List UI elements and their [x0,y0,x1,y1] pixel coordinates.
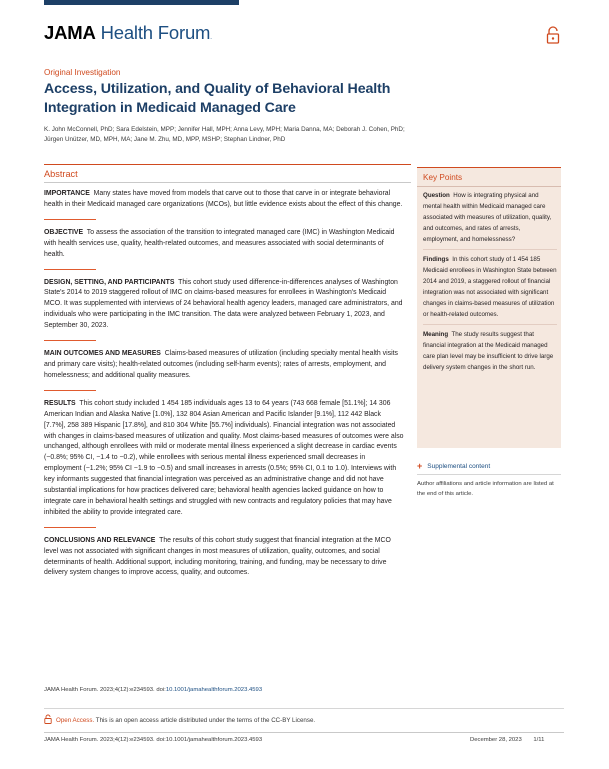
section-text: Many states have moved from models that carve out to those that carve in or integrate behavioral health in their Medicaid managed care organizations (MCOs), but little evidence exists about the effect of this change. [44,190,403,208]
journal-logo[interactable] [44,22,212,44]
section-text: This cohort study used difference-in-differences analyses of Washington State's 2014 to 2019 staggered rollout of IMC on claims-based measures for enrollees in Washington's Medicaid MCO. It was supplemented with interviews of 24 behavioral health agency leaders, managed care administrators, and individuals who were participating in the IMC transition. The data were analyzed between February 1, 2023, and September 30, 2023. [44,278,403,330]
abstract-heading-rule [44,182,411,183]
section-text: To assess the association of the transition to integrated managed care (IMC) in Washington Medicaid with health services use, quality, health-related outcomes, and measures associated with social determinants of health. [44,228,395,258]
key-points-rule [417,186,561,187]
key-point-text: The study results suggest that financial integration at the Medicaid managed care plan level may be insufficient to drive large delivery system changes in the short run. [423,331,554,371]
section-divider [44,390,96,391]
article-category: Original Investigation [44,68,121,77]
footer-meta [470,737,544,743]
journal-trademark: . [210,35,212,41]
section-divider [44,269,96,270]
section-label: DESIGN, SETTING, AND PARTICIPANTS [44,278,175,286]
abstract-heading: Abstract [44,169,78,179]
open-access-rule [44,708,564,709]
doi-link[interactable]: 10.1001/jamahealthforum.2023.4593 [165,687,263,693]
key-point-findings [423,254,557,320]
abstract-section-objective [44,228,404,261]
author-line: K. John McConnell, PhD; Sara Edelstein, MPP; Jennifer Hall, MPH; Anna Levy, MPH; Maria Danna, MA; Deborah J. Cohen, PhD; [44,126,405,133]
section-label: IMPORTANCE [44,190,90,197]
section-label: MAIN OUTCOMES AND MEASURES [44,350,161,358]
section-label: OBJECTIVE [44,228,84,236]
section-label: RESULTS [44,399,76,407]
abstract-section-importance [44,189,404,211]
abstract-section-outcomes [44,349,404,382]
footer-citation: JAMA Health Forum. 2023;4(12):e234593. doi:10.1001/jamahealthforum.2023.4593 [44,737,263,743]
open-access-text: This is an open access article distributed under the terms of the CC-BY License. [95,717,316,724]
page-number: 1/11 [533,737,545,743]
key-point-meaning [423,329,557,373]
plus-icon: + [417,461,423,471]
key-point-label: Question [423,192,450,199]
key-points-box [417,167,561,448]
section-divider [44,340,96,341]
footer-rule [44,732,564,733]
open-access-lock-icon [44,714,52,724]
abstract-section-conclusions [44,536,404,580]
abstract-body [44,189,404,579]
open-access-notice [44,714,315,724]
key-point-text: In this cohort study of 1 454 185 Medicaid enrollees in Washington State between 2014 and 2019, a staggered rollout of financial integration was not associated with significant changes in claims-based measures of utilization or health-related outcomes. [423,256,557,318]
author-line: Jürgen Unützer, MD, MPH, MA; Jane M. Zhu, MD, MPP, MSHP; Stephan Lindner, PhD [44,136,286,143]
key-points-divider [423,324,557,325]
abstract-section-design [44,278,404,333]
open-access-label: Open Access. [56,717,95,724]
section-divider [44,527,96,528]
section-text: The results of this cohort study suggest that financial integration at the MCO level was not associated with significant changes in most measures of utilization, quality, outcomes, and social determinants of health. Additional support, including monitoring, training, and funding, may be necessary to drive delivery system changes to improve access, quality, and outcomes. [44,536,391,577]
key-points-divider [423,249,557,250]
key-points-body [423,190,557,373]
author-list [44,125,444,145]
article-title: Access, Utilization, and Quality of Behavioral Health Integration in Medicaid Managed Care [44,81,391,116]
abstract-section-results [44,399,404,519]
abstract-top-rule [44,164,411,165]
unlock-icon[interactable] [546,26,560,44]
key-point-question [423,190,557,245]
section-label: CONCLUSIONS AND RELEVANCE [44,536,156,544]
journal-name-health-forum: Health Forum [100,22,211,43]
supplemental-rule [417,474,561,475]
key-point-label: Meaning [423,331,449,338]
key-points-heading: Key Points [423,173,463,182]
section-text: This cohort study included 1 454 185 individuals ages 13 to 64 years (743 668 female [51.1%]; 14 306 American Indian and Alaska Native [1.0%], 132 804 Asian American and Pacific Islander [9.1%], 112 442 Black [7.7%], 258 389 Hispanic [17.8%], and 810 304 White [55.7%] individuals). Financial integration was not associated with changes in claims-based measures of utilization and quality. Most claims-based measures of outcomes were also unchanged, although enrollees with mild or moderate mental illness experienced a slight decrease in cardiac events (−0.8%; 95% CI, −1.4 to −0.2), while enrollees with serious mental illness experienced small decreases in employment (−1.2%; 95% CI −1.9 to −0.5) and small increases in arrests (0.5%; 95% CI, 0.1 to 1.0). Interviews with key informants suggested that financial integration was perceived as an administrative change and did not have substantial implications for how practices delivered care; behavioral health agencies lacked guidance on how to integrate care in behavioral health settings and struggled with new contracts and regulatory policies that may have inhibited the ability to provide integrated care. [44,399,404,516]
key-point-text: How is integrating physical and mental health within Medicaid managed care associated with measures of utilization, quality, and outcomes, and rates of arrests, employment, and homelessness? [423,192,552,243]
supplemental-content-link[interactable] [417,461,490,471]
key-point-label: Findings [423,256,449,263]
affiliations-note: Author affiliations and article information are listed at the end of this article. [417,481,554,497]
top-accent-bar [44,0,239,5]
section-divider [44,219,96,220]
citation-line [44,687,262,693]
journal-name-jama: JAMA [44,22,96,43]
citation-prefix: JAMA Health Forum. 2023;4(12):e234593. doi: [44,687,166,693]
footer-date: December 28, 2023 [470,737,522,743]
supplemental-label: Supplemental content [427,463,491,470]
section-text: Claims-based measures of utilization (including specialty mental health visits and primary care visits); health-related outcomes (including self-harm events); rates of arrests, employment, and homelessness; and additional quality measures. [44,350,398,379]
